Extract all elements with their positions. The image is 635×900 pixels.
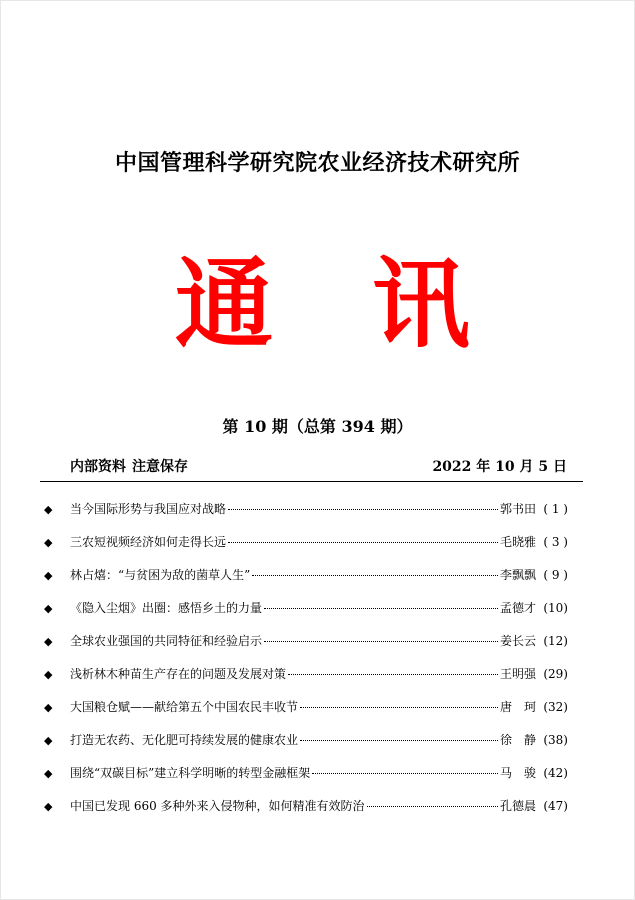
toc-page: (42) (543, 766, 568, 780)
toc-leader (312, 773, 498, 774)
toc-leader (264, 641, 498, 642)
toc-author: 毛晓雅 (499, 535, 536, 549)
toc-author: 孟德才 (499, 601, 536, 615)
header-divider (40, 481, 583, 482)
toc-title: 全球农业强国的共同特征和经验启示 (70, 634, 263, 648)
internal-material-label: 内部资料 (70, 459, 126, 475)
toc-item[interactable] (44, 731, 568, 764)
toc-page: ( 9 ) (543, 568, 568, 582)
toc-leader (367, 806, 498, 807)
toc-page: (12) (543, 634, 568, 648)
toc-author: 徐 静 (499, 733, 536, 747)
toc-item[interactable] (44, 797, 568, 830)
toc-title: 大国粮仓赋——献给第五个中国农民丰收节 (70, 700, 299, 714)
toc-leader (252, 575, 498, 576)
keep-safe-label: 注意保存 (132, 459, 188, 475)
toc-item[interactable] (44, 665, 568, 698)
toc-page: (38) (543, 733, 568, 747)
toc-page: ( 1 ) (543, 502, 568, 516)
diamond-bullet-icon: ◆ (44, 503, 53, 516)
toc-page: (47) (543, 799, 568, 813)
masthead-char-1: 通 (175, 247, 274, 362)
diamond-bullet-icon: ◆ (44, 569, 53, 582)
toc-title: 浅析林木种苗生产存在的问题及发展对策 (70, 667, 287, 681)
toc-title: 打造无农药、无化肥可持续发展的健康农业 (70, 733, 299, 747)
diamond-bullet-icon: ◆ (44, 734, 53, 747)
toc-leader (300, 740, 498, 741)
toc-author: 马 骏 (499, 766, 536, 780)
table-of-contents (44, 500, 568, 830)
publication-date: 2022 年 10 月 5 日 (432, 459, 567, 475)
diamond-bullet-icon: ◆ (44, 701, 53, 714)
toc-leader (228, 542, 498, 543)
toc-item[interactable] (44, 764, 568, 797)
diamond-bullet-icon: ◆ (44, 668, 53, 681)
toc-author: 姜长云 (499, 634, 536, 648)
diamond-bullet-icon: ◆ (44, 602, 53, 615)
toc-item[interactable] (44, 698, 568, 731)
toc-title: 林占熺：“与贫困为敌的菌草人生” (70, 568, 251, 582)
diamond-bullet-icon: ◆ (44, 800, 53, 813)
diamond-bullet-icon: ◆ (44, 536, 53, 549)
toc-page: (32) (543, 700, 568, 714)
toc-item[interactable] (44, 599, 568, 632)
toc-author: 唐 珂 (499, 700, 536, 714)
toc-item[interactable] (44, 566, 568, 599)
toc-leader (288, 674, 498, 675)
issue-number: 第 10 期（总第 394 期） (222, 417, 413, 436)
toc-author: 王明强 (499, 667, 536, 681)
toc-title: 中国已发现 660 多种外来入侵物种，如何精准有效防治 (70, 799, 365, 813)
toc-page: (10) (543, 601, 568, 615)
institute-name: 中国管理科学研究院农业经济技术研究所 (114, 150, 520, 176)
toc-title: 三农短视频经济如何走得长远 (70, 535, 227, 549)
toc-author: 孔德晨 (499, 799, 536, 813)
toc-page: (29) (543, 667, 568, 681)
confidential-notice (70, 456, 188, 476)
toc-item[interactable] (44, 500, 568, 533)
masthead-title (0, 247, 635, 362)
toc-leader (264, 608, 498, 609)
diamond-bullet-icon: ◆ (44, 635, 53, 648)
toc-title: 围绕“双碳目标”建立科学明晰的转型金融框架 (70, 766, 311, 780)
toc-title: 《隐入尘烟》出圈：感悟乡土的力量 (70, 601, 263, 615)
toc-title: 当今国际形势与我国应对战略 (70, 502, 227, 516)
masthead-char-2: 讯 (372, 247, 471, 362)
toc-leader (300, 707, 498, 708)
toc-leader (228, 509, 498, 510)
toc-author: 郭书田 (499, 502, 536, 516)
toc-item[interactable] (44, 533, 568, 566)
toc-item[interactable] (44, 632, 568, 665)
diamond-bullet-icon: ◆ (44, 767, 53, 780)
toc-page: ( 3 ) (543, 535, 568, 549)
toc-author: 李飘飘 (499, 568, 536, 582)
